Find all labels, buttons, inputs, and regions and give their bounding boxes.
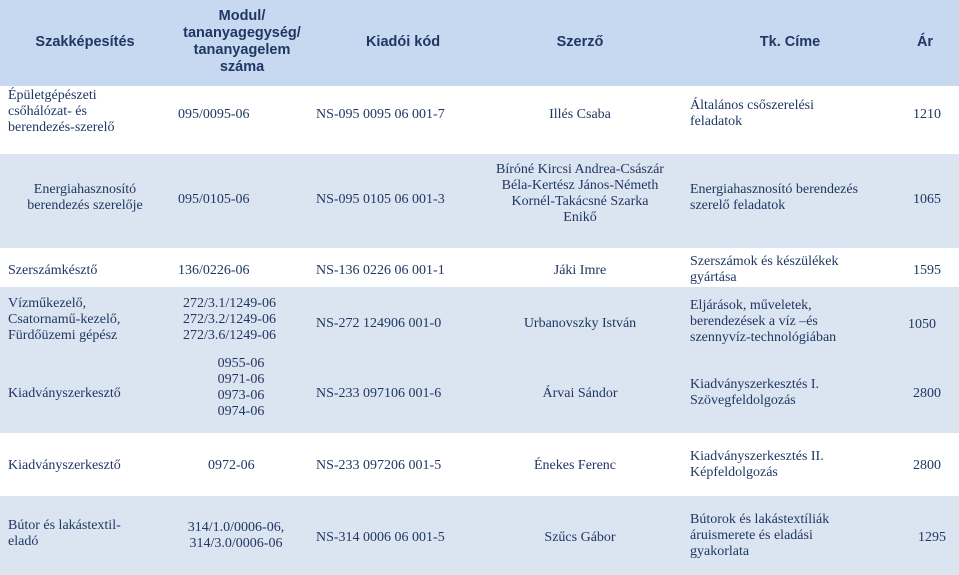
row-6-modul: 0972-06 bbox=[208, 458, 255, 473]
row-2-szerzo-line: Béla-Kertész János-Németh bbox=[501, 178, 659, 193]
row-2-szerzo-line: Enikő bbox=[563, 210, 597, 225]
header-cim: Tk. Címe bbox=[759, 34, 821, 50]
row-4-modul-line: 272/3.6/1249-06 bbox=[183, 328, 276, 343]
row-4-modul-line: 272/3.1/1249-06 bbox=[183, 296, 276, 311]
header-modul-line-2: tananyagegység/ bbox=[183, 25, 301, 41]
row-3-cim-line: Szerszámok és készülékek bbox=[690, 254, 839, 269]
row-2-cim-line: Energiahasznosító berendezés bbox=[690, 182, 859, 197]
row-7-szerzo: Szűcs Gábor bbox=[544, 530, 616, 545]
row-7-cim bbox=[690, 512, 890, 560]
row-7-kod: NS-314 0006 06 001-5 bbox=[316, 530, 445, 545]
row-6-szak: Kiadványszerkesztő bbox=[8, 458, 121, 473]
row-1-szak-line: csőhálózat- és bbox=[8, 104, 87, 119]
row-4-szak-line: Csatornamű-kezelő, bbox=[8, 312, 121, 327]
row-4-szak-line: Fürdőüzemi gépész bbox=[8, 328, 118, 343]
row-7-modul bbox=[176, 520, 296, 552]
row-2-szerzo-line: Kornél-Takácsné Szarka bbox=[511, 194, 649, 209]
row-6-ar: 2800 bbox=[913, 458, 941, 473]
header-szerzo: Szerző bbox=[556, 34, 604, 50]
row-4-ar: 1050 bbox=[908, 317, 936, 332]
header-kiadoi-kod: Kiadói kód bbox=[365, 34, 441, 50]
header-szakkepesites: Szakképesítés bbox=[35, 34, 135, 50]
row-2-szak-line: Energiahasznosító bbox=[33, 182, 137, 197]
row-3-szak: Szerszámkésztő bbox=[8, 263, 98, 278]
header-modul-line-4: száma bbox=[219, 59, 265, 75]
row-1-szak bbox=[8, 88, 168, 136]
row-5-modul-line: 0974-06 bbox=[217, 404, 265, 419]
row-7-cim-line: gyakorlata bbox=[690, 544, 750, 559]
row-1-szak-line: Épületgépészeti bbox=[8, 88, 97, 103]
row-1-cim bbox=[690, 98, 890, 130]
row-4-kod: NS-272 124906 001-0 bbox=[316, 316, 442, 331]
row-7-cim-line: áruismerete és eladási bbox=[690, 528, 813, 543]
row-2-cim bbox=[690, 182, 890, 214]
row-1-cim-line: Általános csőszerelési bbox=[690, 98, 815, 113]
row-6-cim-line: Kiadványszerkesztés II. bbox=[690, 449, 824, 464]
row-5-szerzo: Árvai Sándor bbox=[542, 386, 618, 401]
row-2-szak bbox=[0, 182, 170, 214]
row-2-modul: 095/0105-06 bbox=[178, 192, 250, 207]
row-7-szak-line: Bútor és lakástextil- bbox=[8, 518, 121, 533]
row-3-szerzo: Jáki Imre bbox=[553, 263, 607, 278]
row-5-cim-line: Szövegfeldolgozás bbox=[690, 393, 796, 408]
row-6-kod: NS-233 097206 001-5 bbox=[316, 458, 442, 473]
row-4-szak bbox=[8, 296, 168, 344]
row-5-kod: NS-233 097106 001-6 bbox=[316, 386, 442, 401]
row-5-modul-line: 0973-06 bbox=[217, 388, 265, 403]
row-1-kod: NS-095 0095 06 001-7 bbox=[316, 107, 445, 122]
row-2-ar: 1065 bbox=[913, 192, 941, 207]
row-7-modul-line: 314/1.0/0006-06, bbox=[187, 520, 285, 535]
row-7-szak bbox=[8, 518, 168, 550]
header-modul-line-3: tananyagelem bbox=[193, 42, 291, 58]
row-4-cim-line: berendezések a víz –és bbox=[690, 314, 818, 329]
row-2-szerzo bbox=[470, 162, 690, 226]
row-1-cim-line: feladatok bbox=[690, 114, 743, 129]
row-3-cim bbox=[690, 254, 890, 286]
row-1-ar: 1210 bbox=[913, 107, 941, 122]
row-5-ar: 2800 bbox=[913, 386, 941, 401]
row-3-ar: 1595 bbox=[913, 263, 941, 278]
row-4-cim bbox=[690, 298, 890, 346]
row-5-cim bbox=[690, 377, 890, 409]
row-4-szerzo: Urbanovszky István bbox=[523, 316, 637, 331]
row-5-cim-line: Kiadványszerkesztés I. bbox=[690, 377, 820, 392]
row-2-szak-line: berendezés szerelője bbox=[27, 198, 143, 213]
row-2-kod: NS-095 0105 06 001-3 bbox=[316, 192, 445, 207]
row-4-modul bbox=[183, 296, 303, 344]
row-3-cim-line: gyártása bbox=[690, 270, 737, 285]
row-5-szak: Kiadványszerkesztő bbox=[8, 386, 121, 401]
header-modul bbox=[168, 8, 316, 76]
row-6-cim-line: Képfeldolgozás bbox=[690, 465, 778, 480]
row-3-modul: 136/0226-06 bbox=[178, 263, 250, 278]
row-1-modul: 095/0095-06 bbox=[178, 107, 250, 122]
row-7-modul-line: 314/3.0/0006-06 bbox=[189, 536, 283, 551]
row-7-ar: 1295 bbox=[918, 530, 946, 545]
row-4-szak-line: Vízműkezelő, bbox=[8, 296, 87, 311]
row-2-cim-line: szerelő feladatok bbox=[690, 198, 786, 213]
row-7-cim-line: Bútorok és lakástextíliák bbox=[690, 512, 830, 527]
row-5-modul bbox=[186, 356, 296, 420]
row-7-szak-line: eladó bbox=[8, 534, 39, 549]
row-1-szak-line: berendezés-szerelő bbox=[8, 120, 115, 135]
row-5-modul-line: 0971-06 bbox=[217, 372, 265, 387]
row-6-cim bbox=[690, 449, 890, 481]
row-4-modul-line: 272/3.2/1249-06 bbox=[183, 312, 276, 327]
row-3-kod: NS-136 0226 06 001-1 bbox=[316, 263, 445, 278]
row-1-szerzo: Illés Csaba bbox=[549, 107, 611, 122]
row-6-szerzo: Énekes Ferenc bbox=[533, 458, 617, 473]
header-ar: Ár bbox=[916, 34, 934, 50]
row-4-cim-line: Eljárások, műveletek, bbox=[690, 298, 812, 313]
row-4-cim-line: szennyvíz-technológiában bbox=[690, 330, 837, 345]
header-modul-line-1: Modul/ bbox=[218, 8, 266, 24]
row-2-szerzo-line: Bíróné Kircsi Andrea-Császár bbox=[496, 162, 664, 177]
row-5-modul-line: 0955-06 bbox=[217, 356, 265, 371]
